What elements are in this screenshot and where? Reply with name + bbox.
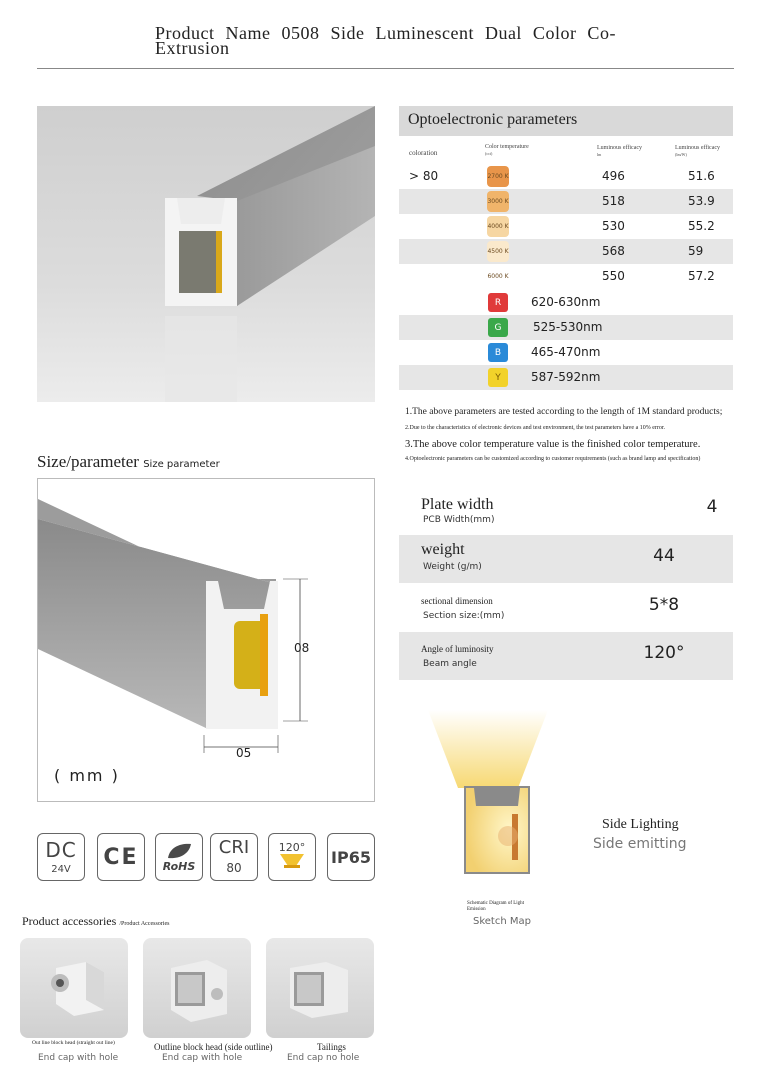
size-section-title xyxy=(37,452,220,472)
color-chip-red: R xyxy=(488,293,508,312)
col-lm: Luminous efficacy xyxy=(597,145,643,151)
table-row xyxy=(399,214,733,239)
light-beam-icon xyxy=(272,854,312,868)
cri-label: CRI xyxy=(218,837,250,858)
param-name: Plate width xyxy=(421,496,494,513)
lm-value: 550 xyxy=(602,269,625,283)
accessory-name: Tailings xyxy=(317,1042,346,1052)
col-lmw-unit: (lm/W) xyxy=(675,152,687,157)
color-chip-yellow: Y xyxy=(488,368,508,387)
lighting-title: Side Lighting xyxy=(602,817,679,832)
lm-value: 496 xyxy=(602,169,625,183)
voltage-label: 24V xyxy=(51,863,71,875)
note-2: 2.Due to the characteristics of electronic devices and test environment, the test parameters have a 10% error. xyxy=(405,425,666,431)
cct-swatch: 4000 K xyxy=(487,216,509,237)
ce-mark-icon: CE xyxy=(103,844,139,870)
param-name: sectional dimension xyxy=(421,596,493,606)
cct-swatch: 3000 K xyxy=(487,191,509,212)
wavelength-value: 587-592nm xyxy=(531,370,601,384)
lmw-value: 57.2 xyxy=(688,269,715,283)
col-lm-unit: lm xyxy=(597,152,602,157)
param-name: weight xyxy=(421,541,465,558)
lmw-value: 51.6 xyxy=(688,169,715,183)
lm-value: 568 xyxy=(602,244,625,258)
accessories-subtitle: /Product Accessories xyxy=(119,921,170,927)
lighting-subtitle: Side emitting xyxy=(593,836,687,852)
color-chip-green: G xyxy=(488,318,508,337)
accessories-title-text: Product accessories xyxy=(22,914,117,928)
accessory-name: Out line block head (straight out line) xyxy=(32,1040,115,1046)
emission-diagram xyxy=(428,700,548,900)
cri-value-label: 80 xyxy=(226,861,242,875)
table-row xyxy=(399,239,733,264)
ip-label: IP65 xyxy=(331,847,371,867)
end-cap-straight-image xyxy=(20,938,128,1038)
param-value: 120° xyxy=(643,643,685,663)
note-4: 4.Optoelectronic parameters can be customized according to customer requirements (such as brand lamp and specification) xyxy=(405,456,701,462)
table-row xyxy=(399,189,733,214)
cri-badge xyxy=(210,833,258,881)
beam-angle-badge xyxy=(268,833,316,881)
wavelength-value: 620-630nm xyxy=(531,295,601,309)
lm-value: 530 xyxy=(602,219,625,233)
unit-label: ( mm ) xyxy=(54,766,120,785)
accessory-card-straight xyxy=(20,938,128,1038)
param-name: Angle of luminosity xyxy=(421,644,494,654)
param-sub: PCB Width(mm) xyxy=(423,515,495,525)
table-row xyxy=(399,290,733,315)
accessories-title xyxy=(22,914,169,929)
cct-swatch: 6000 K xyxy=(487,266,509,287)
table-row xyxy=(399,365,733,390)
param-sub: Weight (g/m) xyxy=(423,562,482,572)
col-coloration: coloration xyxy=(409,149,438,157)
accessory-card-tail xyxy=(266,938,374,1038)
size-title-text: Size/parameter xyxy=(37,452,139,471)
lmw-value: 59 xyxy=(688,244,704,258)
page-title: Product Name 0508 Side Luminescent Dual Color Co-Extrusion xyxy=(155,23,616,58)
dc-label: DC xyxy=(45,837,77,862)
end-cap-side-image xyxy=(143,938,251,1038)
product-photo xyxy=(37,106,375,402)
param-sub: Beam angle xyxy=(423,659,477,669)
dc-24v-badge xyxy=(37,833,85,881)
height-dimension: 08 xyxy=(294,641,310,655)
table-row xyxy=(399,315,733,340)
col-cct: Color temperature xyxy=(485,144,529,150)
note-1: 1.The above parameters are tested according to the length of 1M standard products; xyxy=(405,407,723,417)
accessory-name: Outline block head (side outline) xyxy=(154,1042,273,1052)
param-plate-width xyxy=(399,486,733,534)
param-value: 5*8 xyxy=(648,595,680,615)
param-value: 44 xyxy=(653,546,675,566)
accessory-card-side xyxy=(143,938,251,1038)
wavelength-value: 465-470nm xyxy=(531,345,601,359)
accessory-sub: End cap with hole xyxy=(162,1053,243,1063)
note-3: 3.The above color temperature value is the finished color temperature. xyxy=(405,439,701,450)
diagram-caption: Schematic Diagram of Light Emission xyxy=(467,901,525,912)
lm-value: 518 xyxy=(602,194,625,208)
color-chip-blue: B xyxy=(488,343,508,362)
cct-swatch: 2700 K xyxy=(487,166,509,187)
size-subtitle: Size parameter xyxy=(143,459,220,470)
cri-value: > 80 xyxy=(409,169,439,183)
wavelength-value: 525-530nm xyxy=(533,320,603,334)
accessory-sub: End cap no hole xyxy=(287,1053,360,1063)
param-section xyxy=(399,584,733,632)
diagram-subcaption: Sketch Map xyxy=(473,916,531,927)
lmw-value: 55.2 xyxy=(688,219,715,233)
param-weight xyxy=(399,535,733,583)
end-cap-tail-image xyxy=(266,938,374,1038)
size-diagram xyxy=(37,478,375,802)
opto-heading: Optoelectronic parameters xyxy=(399,106,733,136)
lmw-value: 53.9 xyxy=(688,194,715,208)
table-row xyxy=(399,264,733,289)
rohs-label: RoHS xyxy=(162,859,196,873)
accessory-sub: End cap with hole xyxy=(38,1053,119,1063)
col-lmw: Luminous efficacy xyxy=(675,145,721,151)
angle-label: 120° xyxy=(278,840,306,854)
width-dimension: 05 xyxy=(236,746,252,760)
rohs-badge xyxy=(155,833,203,881)
table-row xyxy=(399,340,733,365)
title-divider xyxy=(37,68,734,69)
param-beam-angle xyxy=(399,632,733,680)
param-value: 4 xyxy=(706,497,718,517)
ce-badge xyxy=(97,833,145,881)
cct-swatch: 4500 K xyxy=(487,241,509,262)
param-sub: Section size:(mm) xyxy=(423,611,505,621)
leaf-icon xyxy=(164,842,194,860)
opto-column-headers xyxy=(399,136,733,164)
ip65-badge xyxy=(327,833,375,881)
col-cct-unit: (cct) xyxy=(485,151,493,156)
table-row xyxy=(399,164,733,189)
opto-notes xyxy=(405,407,735,465)
